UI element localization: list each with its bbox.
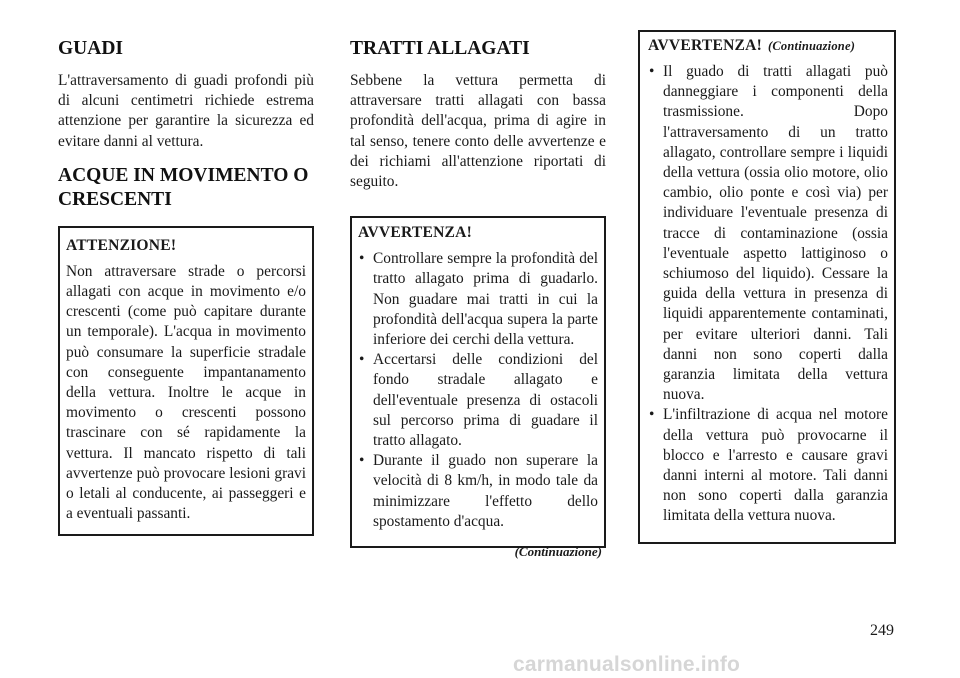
acque-heading-line-1: ACQUE IN MOVIMENTO O — [58, 164, 309, 186]
tratti-intro-paragraph: Sebbene la vettura permetta di attraversare tratti allagati con bassa profondità dell'acqua, prima di agire in tal senso, tenere conto delle avvertenze e dei richiami all'attenzione riportati di seguito. — [350, 72, 606, 191]
acque-heading-line-2: CRESCENTI — [58, 188, 172, 210]
title-continued-suffix: (Continuazione) — [768, 39, 856, 53]
caution-box-avvertenza-continued — [638, 30, 896, 544]
bullet-icon: • — [649, 406, 655, 424]
section-heading-tratti-allagati: TRATTI ALLAGATI — [350, 38, 530, 59]
column-middle — [350, 30, 606, 559]
bullet-icon: • — [359, 351, 365, 369]
caution-item: • Controllare sempre la profondità del tratto allagato prima di guadarlo. Non guadare mai tratti in cui la profondità dell'acqua supera la parte inferiore dei cerchi della vettura. — [359, 250, 598, 349]
caution-item: • Il guado di tratti allagati può danneggiare i componenti della trasmissione. Dopo l'attraversamento di un tratto allagato, controllare sempre i liquidi della vettura (ossia olio motore, olio cambio, olio ponte e così via) per individuare l'eventuale presenza di tracce di contaminazione (ossia l'eventuale aspetto lattiginoso o schiumoso del liquido). Cessare la guida della vettura in presenza di liquidi apparentemente contaminati, per evitare ulteriori danni. Tali danni non sono coperti dalla garanzia limitata della vettura nuova. — [649, 63, 888, 404]
warning-box-title: ATTENZIONE! — [66, 236, 177, 254]
bullet-icon: • — [359, 250, 365, 268]
caution-box-title-continued: AVVERTENZA! (Continuazione) — [648, 37, 856, 54]
section-heading-guadi: GUADI — [58, 38, 124, 59]
caution-item: • L'infiltrazione di acqua nel motore della vettura può provocarne il blocco e l'arresto e causare gravi danni interni al motore. Tali danni non sono coperti dalla garanzia limitata della vettura nuova. — [649, 406, 888, 525]
caution-item: • Accertarsi delle condizioni del fondo stradale allagato e dell'eventuale presenza di ostacoli sul percorso prima di guadare il tratto allagato. — [359, 351, 598, 450]
watermark: carmanualsonline.info — [513, 653, 741, 676]
bullet-icon: • — [359, 452, 365, 470]
guadi-intro-paragraph: L'attraversamento di guadi profondi più di alcuni centimetri richiede estrema attenzione per garantire la sicurezza ed evitare danni al vettura. — [58, 72, 314, 150]
bullet-icon: • — [649, 63, 655, 80]
continued-label: (Continuazione) — [514, 544, 602, 559]
caution-item: • Durante il guado non superare la velocità di 8 km/h, in modo tale da minimizzare l'effetto dello spostamento d'acqua. — [359, 452, 598, 530]
page-number: 249 — [870, 622, 894, 639]
column-right — [638, 30, 896, 544]
column-left — [58, 30, 314, 536]
warning-box-attenzione — [58, 226, 314, 537]
section-heading-acque — [58, 164, 314, 212]
warning-box-text: Non attraversare strade o percorsi allagati con acque in movimento e/o crescenti (come può capitare durante un temporale). L'acqua in movimento può consumare la superficie stradale con conseguente impantanamento della vettura. Inoltre le acque in movimento o crescenti possono trascinare con sé rapidamente la vettura. Il mancato rispetto di tali avvertenze può provocare lesioni gravi o letali al conducente, ai passeggeri e a eventuali passanti. — [66, 262, 306, 523]
caution-list — [358, 249, 598, 532]
caution-box-avvertenza — [350, 216, 606, 548]
caution-box-title: AVVERTENZA! — [358, 224, 473, 242]
caution-list-continued — [648, 62, 888, 527]
